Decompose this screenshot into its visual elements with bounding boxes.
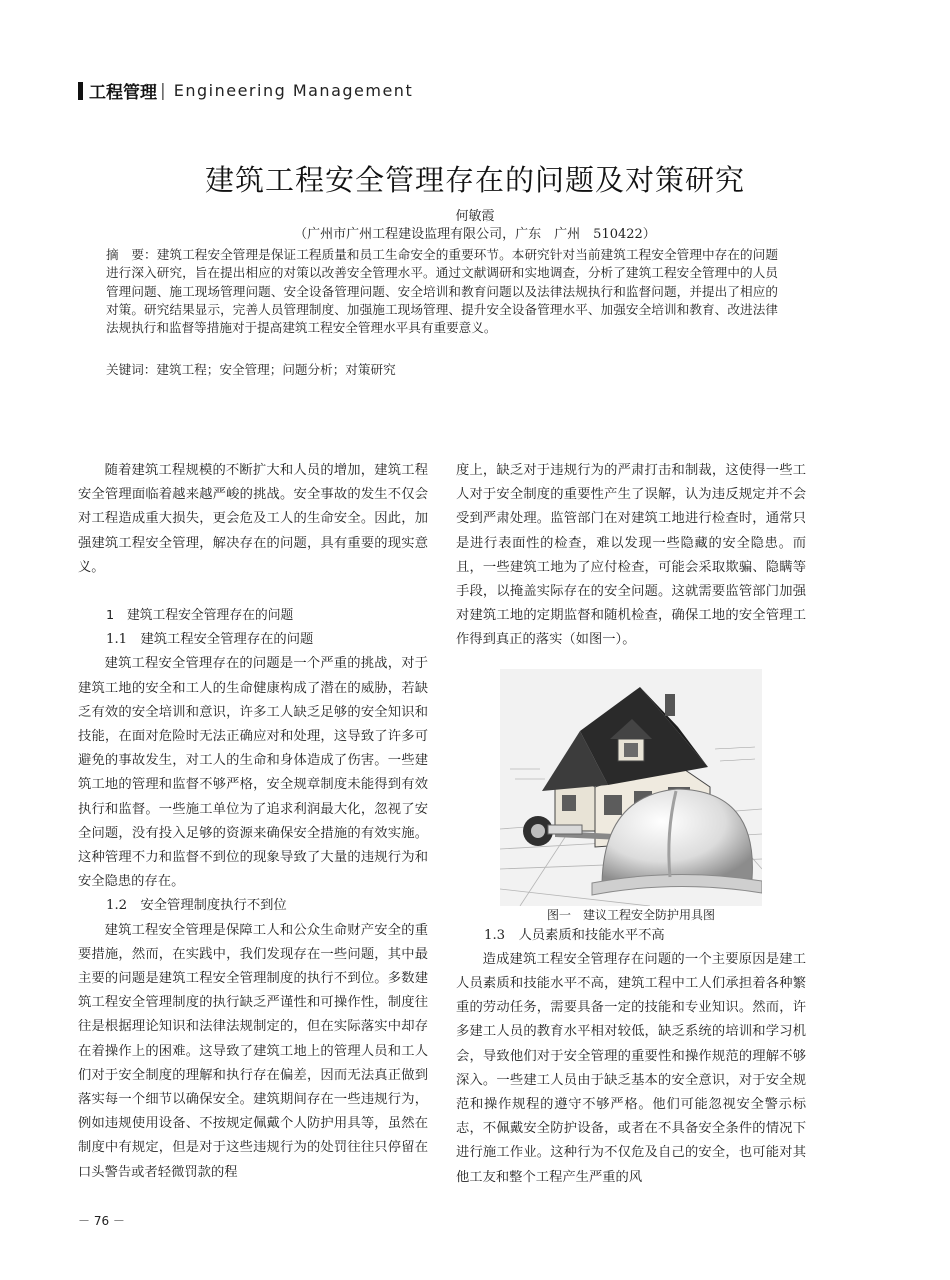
article-abstract: 摘 要：建筑工程安全管理是保证工程质量和员工生命安全的重要环节。本研究针对当前建筑工程安全管理中存在的问题进行深入研究，旨在提出相应的对策以改善安全管理水平。通过文献调研和实地调查，分析了建筑工程安全管理中的人员管理问题、施工现场管理问题、安全设备管理问题、安全培训和教育问题以及法律法规执行和监督问题，并提出了相应的对策。研究结果显示，完善人员管理制度、加强施工现场管理、提升安全设备管理水平、加强安全培训和教育、改进法律法规执行和监督等措施对于提高建筑工程安全管理水平具有重要意义。: [106, 247, 778, 336]
journal-section-header: [78, 78, 413, 103]
paragraph-1-2-continued: 度上，缺乏对于违规行为的严肃打击和制裁，这使得一些工人对于安全制度的重要性产生了误解，认为违反规定并不会受到严肃处理。监管部门在对建筑工地进行检查时，通常只是进行表面性的检查，难以发现一些隐藏的安全隐患。而且，一些建筑工地为了应付检查，可能会采取欺骗、隐瞒等手段，以掩盖实际存在的安全问题。这就需要监管部门加强对建筑工地的定期监督和随机检查，确保工地的安全管理工作得到真正的落实（如图一）。: [456, 463, 806, 648]
article-affiliation: （广州市广州工程建设监理有限公司，广东 广州 510422）: [294, 227, 656, 242]
section-name-cn: 工程管理: [89, 83, 157, 103]
subsection-heading-1-1: 1.1 建筑工程安全管理存在的问题: [106, 632, 314, 648]
paragraph-1-2: 建筑工程安全管理是保障工人和公众生命财产安全的重要措施，然而，在实践中，我们发现存在一些问题，其中最主要的问题是建筑工程安全管理制度的执行不到位。多数建筑工程安全管理制度的执行缺乏严谨性和可操作性，制度往往是根据理论知识和法律法规制定的，但在实际落实中却存在着操作上的困难。这导致了建筑工地上的管理人员和工人们对于安全制度的理解和执行存在偏差，因而无法真正做到落实每一个细节以确保安全。建筑期间存在一些违规行为，例如违规使用设备、不按规定佩戴个人防护用具等，虽然在制度中有规定，但是对于这些违规行为的处罚往往只停留在口头警告或者轻微罚款的程: [78, 922, 428, 1180]
section-separator: |: [160, 80, 166, 101]
subsection-heading-1-3: 1.3 人员素质和技能水平不高: [484, 927, 665, 943]
article-title: 建筑工程安全管理存在的问题及对策研究: [204, 163, 745, 197]
article-keywords: 关键词：建筑工程；安全管理；问题分析；对策研究: [106, 362, 396, 377]
house-helmet-illustration: [500, 669, 762, 906]
section-heading-1: 1 建筑工程安全管理存在的问题: [106, 608, 294, 624]
subsection-heading-1-2: 1.2 安全管理制度执行不到位: [106, 898, 287, 914]
figure-house-safety-helmet: [500, 669, 762, 906]
right-column: [456, 459, 806, 1190]
figure-caption: 图一 建议工程安全防护用具图: [546, 907, 715, 922]
section-name-en: Engineering Management: [173, 81, 414, 100]
left-column: [78, 459, 428, 1185]
article-author: 何敏霞: [455, 209, 495, 224]
page-number: － 76 －: [78, 1214, 125, 1228]
section-marker-bar: [78, 82, 83, 100]
paragraph-1-1: 建筑工程安全管理存在的问题是一个严重的挑战，对于建筑工地的安全和工人的生命健康构成了潜在的威胁，若缺乏有效的安全培训和意识，许多工人缺乏足够的安全知识和技能，在面对危险时无法正确应对和处理，这导致了许多可避免的事故发生，对工人的生命和身体造成了伤害。一些建筑工地的管理和监督不够严格，安全规章制度未能得到有效执行和监督。一些施工单位为了追求利润最大化，忽视了安全问题，没有投入足够的资源来确保安全措施的有效实施。这种管理不力和监督不到位的现象导致了大量的违规行为和安全隐患的存在。: [78, 656, 428, 890]
intro-paragraph: 随着建筑工程规模的不断扩大和人员的增加，建筑工程安全管理面临着越来越严峻的挑战。安全事故的发生不仅会对工程造成重大损失，更会危及工人的生命安全。因此，加强建筑工程安全管理，解决存在的问题，具有重要的现实意义。: [78, 463, 428, 575]
paragraph-1-3: 造成建筑工程安全管理存在问题的一个主要原因是建工人员素质和技能水平不高，建筑工程中工人们承担着各种繁重的劳动任务，需要具备一定的技能和专业知识。然而，许多建工人员的教育水平相对较低，缺乏系统的培训和学习机会，导致他们对于安全管理的重要性和操作规范的理解不够深入。一些建工人员由于缺乏基本的安全意识，对于安全规范和操作规程的遵守不够严格。他们可能忽视安全警示标志，不佩戴安全防护设备，或者在不具备安全条件的情况下进行施工作业。这种行为不仅危及自己的安全，也可能对其他工友和整个工程产生严重的风: [456, 951, 806, 1185]
